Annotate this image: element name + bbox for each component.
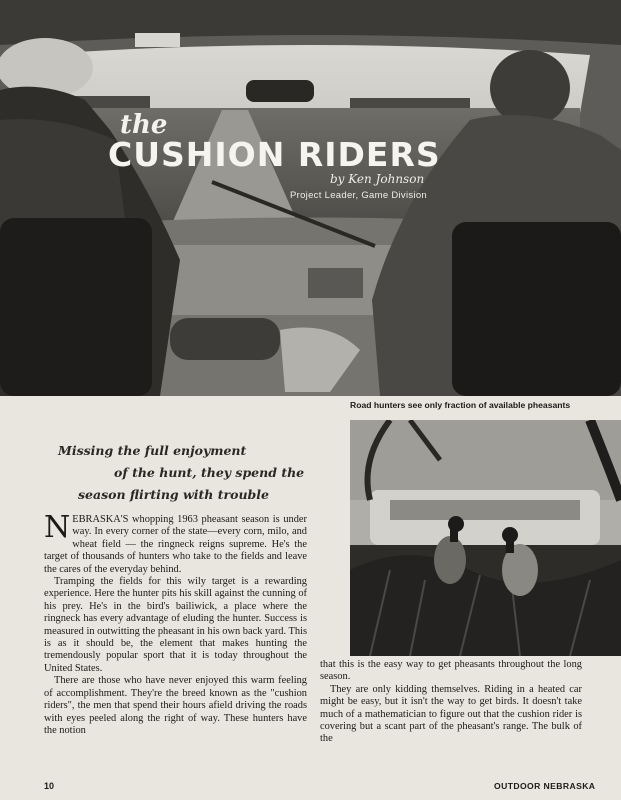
paragraph-text: EBRASKA'S whopping 1963 pheasant season is under way. In every corner of the state—every corn, milo, and wheat field — the ringneck reigns supreme. He's the target of thousands of hunters who take to the fields and leave the cares of the everyday behind. — [44, 514, 307, 575]
byline-author: by Ken Johnson — [330, 172, 425, 186]
body-column-right — [320, 659, 582, 746]
body-column-left — [44, 510, 307, 737]
paragraph: They are only kidding themselves. Riding in a heated car might be easy, but it isn't the way to get birds. It doesn't take much of a mathematician to figure out that the cushion rider is covering but a scant part of the pheasant's range. The bulk of the — [320, 683, 582, 745]
cover-photo-car-interior — [0, 0, 621, 396]
pheasant-photo — [350, 420, 621, 656]
deck-line: of the hunt, they spend the — [114, 465, 305, 480]
article-deck — [58, 440, 328, 506]
paragraph: that this is the easy way to get pheasants throughout the long season. — [320, 659, 582, 683]
drop-cap: N — [44, 510, 71, 545]
deck-line: season flirting with trouble — [78, 487, 269, 502]
paragraph: There are those who have never enjoyed this warm feeling of accomplishment. They're the breed known as the "cushion riders", the men that spend their hours afield driving the roads with eyes peeled along the right of way. These hunters have the notion — [44, 675, 307, 736]
byline-role: Project Leader, Game Division — [290, 190, 428, 201]
page-title: CUSHION RIDERS — [108, 135, 441, 174]
photo-caption: Road hunters see only fraction of available pheasants — [350, 400, 571, 410]
deck-line: Missing the full enjoyment — [58, 443, 247, 458]
pheasant-illustration — [350, 420, 621, 656]
page-number: 10 — [44, 781, 55, 791]
paragraph: Tramping the fields for this wily target is a rewarding experience. Here the hunter pits his skill against the cunning of his prey. He's in the bird's bailiwick, a place where the ringneck has every advantage of eluding the hunter. Success is measured in outwitting the pheasant in his own back yard. This is as it should be, the element that makes hunting the tremendously popular sport that it is today throughout the United States. — [44, 576, 307, 674]
paragraph — [44, 510, 307, 576]
title-prefix: the — [120, 110, 168, 140]
publication-name: OUTDOOR NEBRASKA — [494, 781, 596, 791]
